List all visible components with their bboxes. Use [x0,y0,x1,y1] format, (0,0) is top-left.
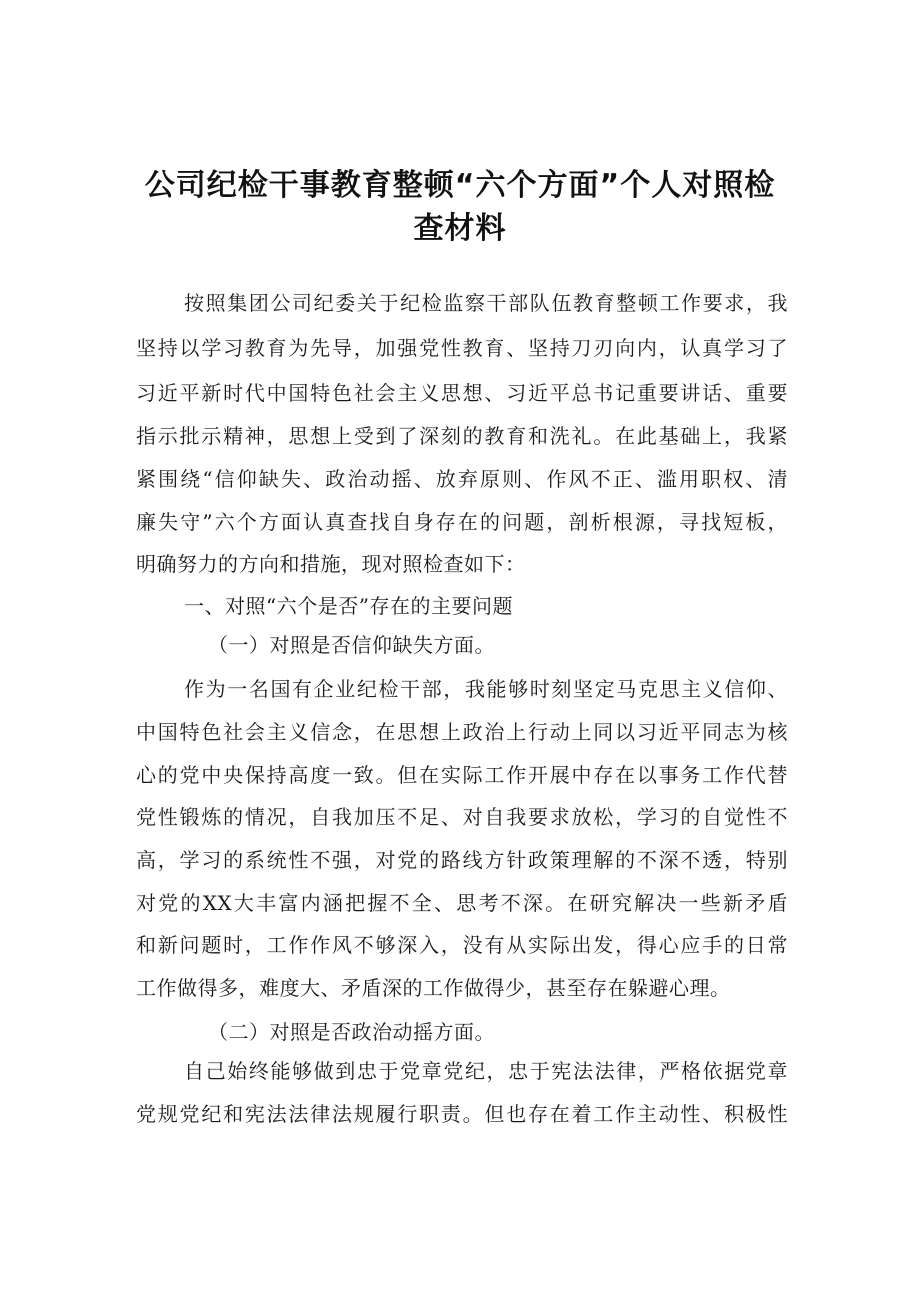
intro-line: 紧围绕“信仰缺失、政治动摇、放弃原则、作风不正、滥用职权、清 [136,467,788,491]
subsection-2-line: 自己始终能够做到忠于党章党纪，忠于宪法法律，严格依据党章 [184,1059,788,1083]
section-1-heading: 一、对照“六个是否”存在的主要问题 [184,594,513,618]
document-title-line-1: 公司纪检干事教育整顿“六个方面”个人对照检 [144,168,776,203]
subsection-1-heading: （一）对照是否信仰缺失方面。 [208,633,495,657]
subsection-1-line: 工作做得多，难度大、矛盾深的工作做得少，甚至存在躲避心理。 [136,976,731,1000]
intro-line: 指示批示精神，思想上受到了深刻的教育和洗礼。在此基础上，我紧 [136,424,788,448]
subsection-2-line: 党规党纪和宪法法律法规履行职责。但也存在着工作主动性、积极性 [136,1102,788,1126]
subsection-2-heading: （二）对照是否政治动摇方面。 [208,1020,495,1044]
subsection-1-line: 和新问题时，工作作风不够深入，没有从实际出发，得心应手的日常 [136,933,788,957]
document-title-line-2: 查材料 [413,211,507,246]
intro-line: 廉失守”六个方面认真查找自身存在的问题，剖析根源，寻找短板， [136,510,788,534]
intro-line: 明确努力的方向和措施，现对照检查如下： [136,552,526,576]
subsection-1-line: 高，学习的系统性不强，对党的路线方针政策理解的不深不透，特别 [136,848,788,872]
subsection-1-line: 中国特色社会主义信念，在思想上政治上行动上同以习近平同志为核 [136,720,788,744]
intro-line: 习近平新时代中国特色社会主义思想、习近平总书记重要讲话、重要 [136,381,788,405]
subsection-1-line: 党性锻炼的情况，自我加压不足、对自我要求放松，学习的自觉性不 [136,805,788,829]
subsection-1-line: 对党的XX大丰富内涵把握不全、思考不深。在研究解决一些新矛盾 [136,891,788,915]
subsection-1-line: 作为一名国有企业纪检干部，我能够时刻坚定马克思主义信仰、 [184,677,788,701]
subsection-1-line: 心的党中央保持高度一致。但在实际工作开展中存在以事务工作代替 [136,763,788,787]
intro-line: 坚持以学习教育为先导，加强党性教育、坚持刀刃向内，认真学习了 [136,336,788,360]
intro-line: 按照集团公司纪委关于纪检监察干部队伍教育整顿工作要求，我 [184,291,788,315]
